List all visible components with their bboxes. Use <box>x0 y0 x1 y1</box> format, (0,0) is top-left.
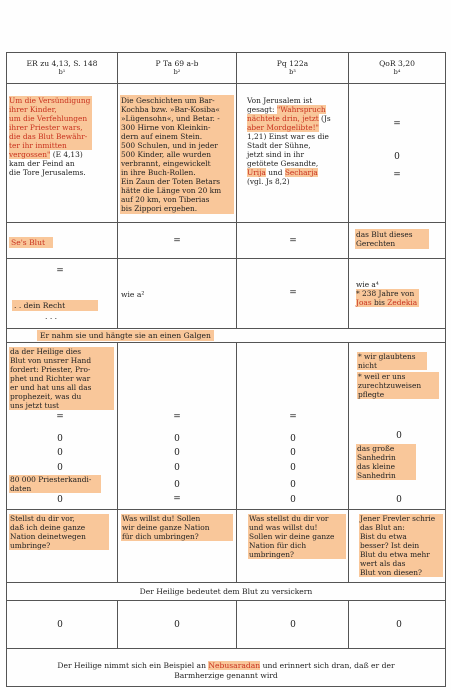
row1-col1-text <box>9 96 115 177</box>
row1-col2-line: bis Zippori ergeben. <box>121 204 198 213</box>
row-divider-6 <box>6 582 446 583</box>
row1-col3-line: jetzt sind in ihr <box>247 150 304 159</box>
row1-col3-line: (vgl. Js 8,2) <box>247 177 290 186</box>
col-divider-2 <box>236 52 237 328</box>
row1-col1-highlight <box>9 96 92 150</box>
row3-col2-text: wie a² <box>121 290 145 299</box>
row1-col2-line: Ein Zaun der Toten Betars <box>121 177 221 186</box>
row1-col3-line: Von Jerusalem ist <box>247 96 313 105</box>
row7-col1-line: Stellst du dir vor, <box>10 514 75 523</box>
footer-name: Nebusaradan <box>208 661 261 670</box>
row7-col1-line: umbringe? <box>10 541 51 550</box>
row4-span-text: Er nahm sie und hängte sie an einen Galgen <box>37 330 214 341</box>
row5-col4-note1 <box>357 352 427 370</box>
header-col1-tag: b¹ <box>58 68 66 76</box>
row1-col4-sym: = <box>393 170 401 180</box>
row1-col2-line: dern auf einem Stein. <box>121 132 203 141</box>
row7-col3-line: Nation für dich <box>249 541 307 550</box>
row1-col2-line: Kochba bzw. »Bar-Kosiba« <box>121 105 220 114</box>
row-divider-1 <box>6 222 446 223</box>
col-divider-3c <box>348 600 349 648</box>
header-col1-title: ER zu 4,13, S. 148 <box>26 59 98 68</box>
row3-col4-line: wie a⁴ <box>356 280 379 289</box>
row2-col4-line: Gerechten <box>356 239 396 248</box>
table-border-top <box>6 52 446 53</box>
row5-col4-line: * wir glaubtens <box>358 352 416 361</box>
row8-col4-sym: 0 <box>396 620 402 630</box>
row5-col3-sym: = <box>289 412 297 422</box>
row1-col1-line: die Tore Jerusalems. <box>9 168 86 177</box>
row7-col1-text <box>9 514 109 550</box>
row7-col3-line: umbringen? <box>249 550 294 559</box>
row3-col1-dots: . . . <box>45 312 58 321</box>
row7-col3-line: Sollen wir deine ganze <box>249 532 335 541</box>
row8-col2-sym: 0 <box>174 620 180 630</box>
row1-col1-line: die das Blut Bewähr- <box>9 132 88 141</box>
row1-col2-line: auf 20 km, von Tiberias <box>121 195 210 204</box>
row1-col2-line: hätte die Länge von 20 km <box>121 186 222 195</box>
row3-col1-sym: = <box>56 266 64 276</box>
row8-col1-sym: 0 <box>57 620 63 630</box>
col-divider-2c <box>236 600 237 648</box>
row5-col1-line: phet und Richter war <box>10 374 91 383</box>
footer-line2: Barmherzige genannt wird <box>174 671 278 680</box>
row6-col1-sym: 0 <box>57 463 63 473</box>
col-divider-1b <box>117 342 118 582</box>
row6-col4-text <box>356 444 416 480</box>
row7-col4-line: Jener Frevler schrie <box>360 514 436 523</box>
row5-col1-line: Blut von unsrer Hand <box>10 356 92 365</box>
row6-col1-sym: 0 <box>57 495 63 505</box>
footer-post: und erinnert sich dran, daß er der <box>262 661 395 670</box>
row3-col1-text: . . dein Recht <box>12 300 98 311</box>
row-divider-3 <box>6 328 446 329</box>
row7-col2-line: für dich umbringen? <box>122 532 199 541</box>
row1-col3-ref: (Js <box>321 114 331 123</box>
row1-col3-line: 1,21) Einst war es die <box>247 132 329 141</box>
row7-col2-line: Was willst du! Sollen <box>122 514 201 523</box>
row1-col3-line: getötete Gesandte, <box>247 159 319 168</box>
row6-col4-sym: 0 <box>396 431 402 441</box>
row1-col2-line: verbrannt, eingewickelt <box>121 159 211 168</box>
row5-col1-sym: = <box>56 412 64 422</box>
row6-col3-sym: 0 <box>290 448 296 458</box>
col-divider-3 <box>348 52 349 328</box>
row5-col2-sym: = <box>173 412 181 422</box>
row5-col4-note2 <box>357 372 439 399</box>
row2-col4-line: das Blut dieses <box>356 230 413 239</box>
header-col2-tag: b² <box>173 68 181 76</box>
row7-col3-line: Was stellst du dir vor <box>249 514 329 523</box>
row1-col1-ref: (E 4,13) <box>52 150 83 159</box>
row6-col3-sym: 0 <box>290 495 296 505</box>
row1-col2-line: 500 Kinder, alle wurden <box>121 150 211 159</box>
row6-col3-sym: 0 <box>290 480 296 490</box>
row1-col4-sym: 0 <box>394 152 400 162</box>
row7-col2-text <box>121 514 233 541</box>
row5-col1-line: da der Heilige dies <box>10 347 82 356</box>
row7-col4-text <box>359 514 443 577</box>
row5-col1-line: uns jetzt tust <box>10 401 60 410</box>
row3-col4-joas: Joas <box>356 298 372 307</box>
footer-pre: Der Heilige nimmt sich ein Beispiel an <box>57 661 206 670</box>
row6-col4-sym: 0 <box>396 495 402 505</box>
header-col3-tag: b³ <box>289 68 296 76</box>
row6-col2-sym: 0 <box>174 480 180 490</box>
row7-col2-line: wir deine ganze Nation <box>122 523 210 532</box>
row-divider-7 <box>6 600 446 601</box>
header-col4-title: QoR 3,20 <box>379 59 415 68</box>
row7-col4-line: Bist du etwa <box>360 532 407 541</box>
row-divider-2 <box>6 258 446 259</box>
row1-col1-line: ihrer Kinder, <box>9 105 57 114</box>
row2-col2-sym: = <box>173 236 181 246</box>
row6-col2-sym: 0 <box>174 434 180 444</box>
col-divider-1 <box>117 52 118 328</box>
row5-col1-text <box>9 347 114 410</box>
row5-col1-line: fordert: Priester, Pro- <box>10 365 91 374</box>
row7-col1-line: Nation deinetwegen <box>10 532 86 541</box>
row2-col3-sym: = <box>289 236 297 246</box>
row1-col2-line: 500 Schulen, und in jeder <box>121 141 218 150</box>
row6-col1-sym: 0 <box>57 434 63 444</box>
row3-col4-text <box>356 280 444 307</box>
row6-col4-line: Sanhedrin <box>357 471 396 480</box>
row1-col1-line: kam der Feind an <box>9 159 75 168</box>
row7-col4-line: Blut von diesen? <box>360 568 422 577</box>
row5-col4-line: * weil er uns <box>358 372 406 381</box>
row2-col4-text <box>355 229 429 249</box>
row6-col1-text <box>9 475 101 493</box>
table-border-bottom <box>6 686 446 687</box>
row1-col3-line: gesagt: <box>247 105 275 114</box>
row1-col2-line: in ihre Buch-Rollen. <box>121 168 196 177</box>
row-divider-4 <box>6 342 446 343</box>
row5-col4-line: zurechtzuweisen <box>358 381 422 390</box>
row3-col4-years: * 238 Jahre von <box>356 289 415 298</box>
row1-col3-and: und <box>268 168 283 177</box>
row-divider-5 <box>6 509 446 510</box>
row7-col4-line: Blut du etwa mehr <box>360 550 430 559</box>
row6-col3-sym: 0 <box>290 434 296 444</box>
row1-col1-line: Um die Versündigung <box>9 96 91 105</box>
row7-col3-text <box>248 514 346 559</box>
row1-col3-line: Stadt der Sühne, <box>247 141 311 150</box>
row7-col3-line: und was willst du! <box>249 523 318 532</box>
row-divider-8 <box>6 648 446 649</box>
row6-col2-sym: = <box>173 494 181 504</box>
row5-col4-line: pflegte <box>358 390 385 399</box>
row7-col4-line: das Blut an: <box>360 523 405 532</box>
row6-col4-line: das kleine <box>357 462 395 471</box>
col-divider-2b <box>236 342 237 582</box>
row1-col2-text <box>120 95 234 214</box>
header-col3-title: Pq 122a <box>276 59 309 68</box>
row6-col1-line: 80 000 Priesterkandi- <box>10 475 92 484</box>
row5-col1-line: prophezeit, was du <box>10 392 82 401</box>
row1-col1-line: ter ihr inmitten <box>9 141 67 150</box>
row1-col3-name-urija: Urija <box>247 168 266 177</box>
row1-col3-quote: aber Mordgelibte!" <box>247 123 319 132</box>
row8-span-text: Der Heilige bedeutet dem Blut zu versickern <box>139 587 313 596</box>
row1-col3-quote: nächtete drin, jetzt <box>247 114 319 123</box>
row8-col3-sym: 0 <box>290 620 296 630</box>
row1-col1-line: um die Verfehlungen <box>9 114 88 123</box>
footer-line1 <box>6 661 446 670</box>
row6-col4-line: Sanhedrin <box>357 453 396 462</box>
row1-col2-line: »Lügensohn«, und Betar. - <box>121 114 220 123</box>
header-col2-title: P Ta 69 a-b <box>155 59 199 68</box>
row1-col1-line: ihrer Priester wars, <box>9 123 83 132</box>
row1-col3-name-secharja: Secharja <box>284 168 318 177</box>
row3-col4-bis: bis <box>373 298 385 307</box>
row1-col2-line: 300 Hirne von Kleinkin- <box>121 123 211 132</box>
header-col4-tag: b⁴ <box>393 68 401 76</box>
row6-col1-sym: 0 <box>57 448 63 458</box>
row-divider-header <box>6 83 446 84</box>
row7-col1-line: daß ich deine ganze <box>10 523 86 532</box>
row7-col4-line: besser? Ist dein <box>360 541 420 550</box>
row3-col4-line <box>356 289 419 307</box>
row7-col4-line: wert als das <box>360 559 406 568</box>
col-divider-3b <box>348 342 349 582</box>
row1-col4-sym: = <box>393 119 401 129</box>
row1-col3-text <box>247 96 347 186</box>
row6-col3-sym: 0 <box>290 463 296 473</box>
row6-col2-sym: 0 <box>174 463 180 473</box>
row3-col3-sym: = <box>289 288 297 298</box>
row1-col1-line: vergossen" <box>9 150 51 159</box>
row1-col2-line: Die Geschichten um Bar- <box>121 96 215 105</box>
row2-col1-text: Se's Blut <box>9 237 53 248</box>
row6-col4-line: das große <box>357 444 395 453</box>
row6-col1-line: daten <box>10 484 32 493</box>
row3-col4-zedekia: Zedekia <box>387 298 418 307</box>
row6-col2-sym: 0 <box>174 448 180 458</box>
row5-col4-line: nicht <box>358 361 377 370</box>
row1-col3-quote: "Wahrspruch <box>276 105 326 114</box>
row5-col1-line: er und hat uns all das <box>10 383 92 392</box>
col-divider-1c <box>117 600 118 648</box>
